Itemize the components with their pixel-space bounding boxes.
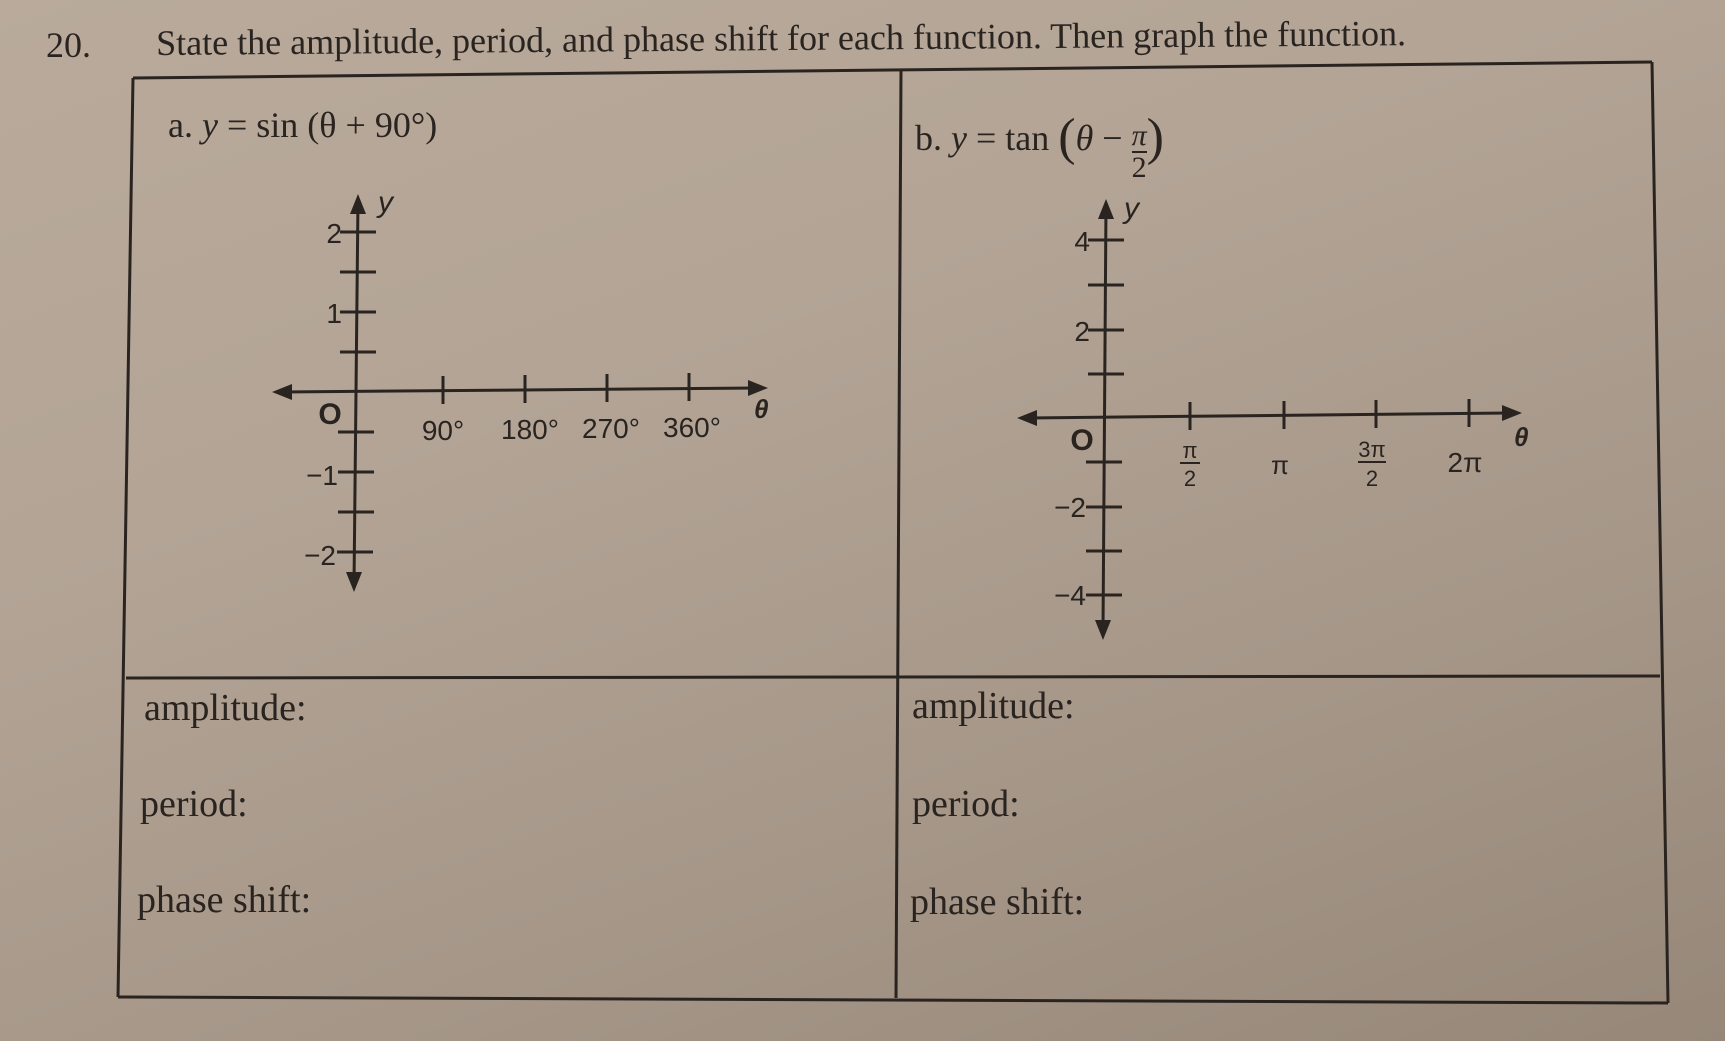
graph-a-y-axis-label: y [378,186,393,219]
graph-b-y-tick-neg4: −4 [1054,580,1086,611]
part-a-amplitude-label: amplitude: [144,687,307,729]
graph-a-y-tick-neg1: −1 [306,460,338,491]
left-paren: ( [1058,109,1076,166]
part-a-period-label: period: [140,783,248,825]
part-a-phase-shift-label: phase shift: [137,879,312,921]
part-b-amplitude-label: amplitude: [912,685,1075,727]
part-b-period-label: period: [912,783,1020,825]
graph-b-x-tick-2pi: 2π [1447,447,1483,478]
part-b-function-theta: θ [1075,118,1094,158]
part-a-function-rhs: = sin (θ + 90°) [226,105,438,145]
part-b-function-minus: − [1102,118,1123,158]
graph-a-x-axis-label: θ [754,394,769,424]
right-paren: ) [1146,109,1164,166]
graph-b-origin-label: O [1070,424,1094,457]
part-b-function-rhs-prefix: = tan [975,118,1050,158]
graph-a-x-tick-360: 360° [663,412,721,443]
part-b-fraction-den: 2 [1131,150,1147,184]
part-b-label: b. [915,118,942,158]
part-a-label: a. [168,105,193,145]
graph-b-y-tick-4: 4 [1074,226,1090,257]
graph-b-y-axis-label: y [1124,192,1139,225]
part-a-function-lhs: y [201,105,218,145]
part-b-function-lhs: y [951,118,967,158]
graph-b-x-tick-3pi-over-2-num: 3π [1358,437,1386,462]
graph-a-origin-label: O [318,398,342,431]
problem-number: 20. [46,25,91,65]
graph-a-x-tick-90: 90° [421,415,465,446]
graph-a-y-tick-2: 2 [326,218,342,249]
part-b-phase-shift-label: phase shift: [910,881,1085,923]
graph-a-y-tick-1: 1 [326,298,342,329]
graph-b-y-tick-neg2: −2 [1054,492,1086,523]
graph-b-x-tick-pi-over-2-num: π [1182,438,1198,463]
graph-a-y-tick-neg2: −2 [304,540,336,571]
graph-b-y-tick-2: 2 [1074,316,1090,347]
part-b-fraction-num: π [1131,118,1147,152]
graph-a-x-tick-270: 270° [582,413,640,444]
graph-b-x-tick-3pi-over-2-den: 2 [1365,466,1379,491]
graph-b-x-axis-label: θ [1514,422,1529,452]
graph-b-x-tick-pi-over-2-den: 2 [1183,466,1197,491]
graph-b-x-tick-pi: π [1271,450,1289,480]
graph-a-x-tick-180: 180° [501,414,559,445]
graph-b-x-axis [1028,413,1510,418]
instructions: State the amplitude, period, and phase shift for each function. Then graph the function. [156,13,1407,63]
